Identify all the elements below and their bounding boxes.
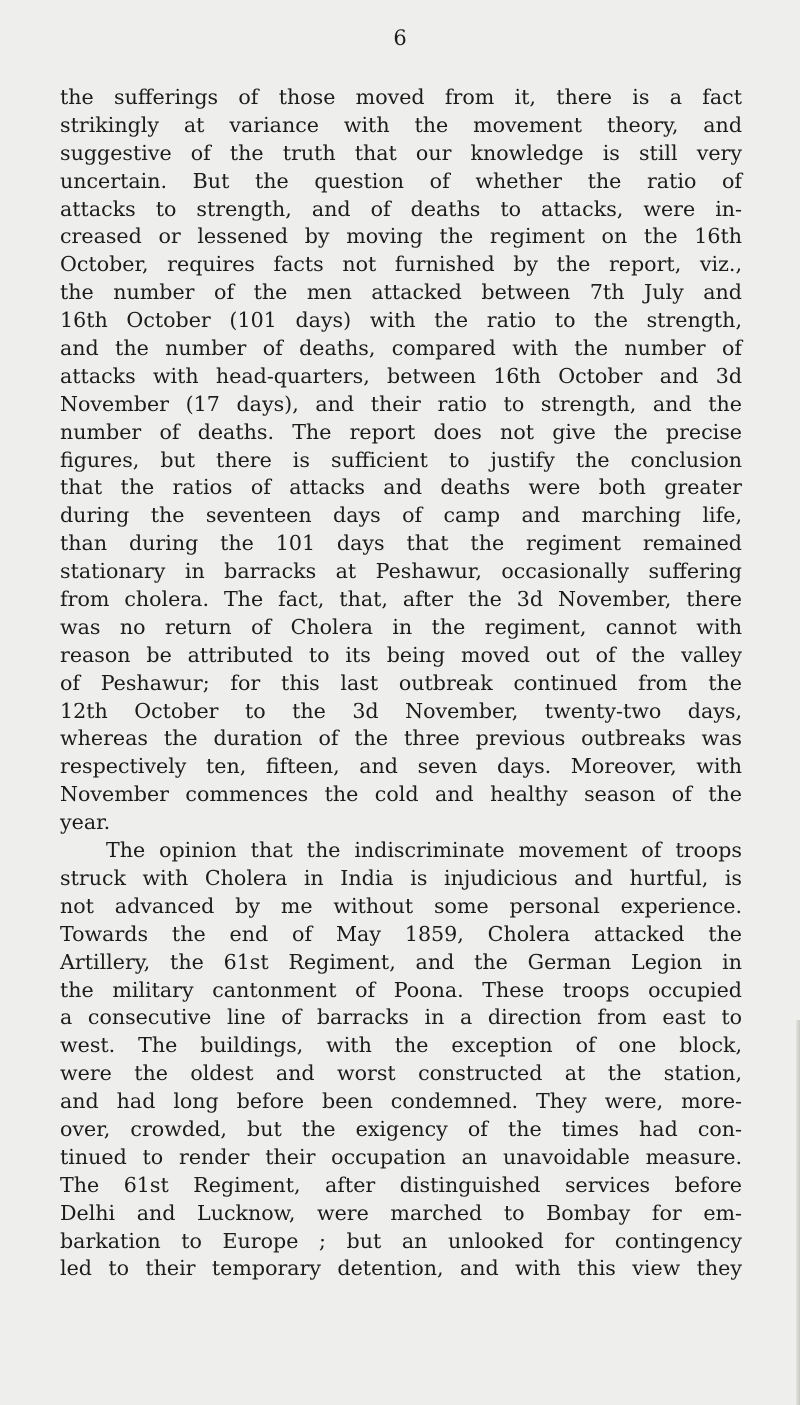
text-line: and had long before been condemned. They were, more- xyxy=(60,1089,742,1114)
text-line: year. xyxy=(60,810,111,835)
text-line: than during the 101 days that the regiment remained xyxy=(60,531,742,556)
text-line: were the oldest and worst constructed at the station, xyxy=(60,1061,742,1086)
text-line: Artillery, the 61st Regiment, and the German Legion in xyxy=(60,949,742,974)
text-line: number of deaths. The report does not give the precise xyxy=(60,419,742,444)
text-line: creased or lessened by moving the regiment on the 16th xyxy=(60,224,742,249)
text-line: from cholera. The fact, that, after the 3d November, there xyxy=(60,587,742,612)
text-line: that the ratios of attacks and deaths were both greater xyxy=(60,475,742,500)
text-line: tinued to render their occupation an unavoidable measure. xyxy=(60,1144,742,1169)
text-line: barkation to Europe ; but an unlooked for contingency xyxy=(60,1228,742,1253)
text-line: west. The buildings, with the exception of one block, xyxy=(60,1033,742,1058)
text-line: the military cantonment of Poona. These troops occupied xyxy=(60,977,742,1002)
text-line: whereas the duration of the three previous outbreaks was xyxy=(60,726,742,751)
text-line: Delhi and Lucknow, were marched to Bombay for em- xyxy=(60,1200,742,1225)
text-line: 12th October to the 3d November, twenty-two days, xyxy=(60,698,742,723)
text-line: The opinion that the indiscriminate movement of troops xyxy=(106,838,742,863)
text-line: strikingly at variance with the movement theory, and xyxy=(60,112,742,137)
page-edge-shadow xyxy=(796,1020,800,1405)
text-line: attacks with head-quarters, between 16th October and 3d xyxy=(60,363,742,388)
text-line: led to their temporary detention, and with this view they xyxy=(60,1256,742,1281)
text-line: respectively ten, fifteen, and seven days. Moreover, with xyxy=(60,754,742,779)
text-line: not advanced by me without some personal experience. xyxy=(60,893,742,918)
text-line: Towards the end of May 1859, Cholera attacked the xyxy=(60,921,742,946)
text-line: stationary in barracks at Peshawur, occasionally suffering xyxy=(60,559,742,584)
text-line: struck with Cholera in India is injudicious and hurtful, is xyxy=(60,865,742,890)
text-line: over, crowded, but the exigency of the times had con- xyxy=(60,1116,742,1141)
paragraph-1 xyxy=(60,84,742,837)
text-line: was no return of Cholera in the regiment, cannot with xyxy=(60,614,742,639)
page-number: 6 xyxy=(393,26,407,50)
text-line: a consecutive line of barracks in a direction from east to xyxy=(60,1005,742,1030)
text-line: suggestive of the truth that our knowledge is still very xyxy=(60,140,742,165)
text-line: October, requires facts not furnished by the report, viz., xyxy=(60,252,742,277)
text-line: reason be attributed to its being moved out of the valley xyxy=(60,642,742,667)
text-line: attacks to strength, and of deaths to attacks, were in- xyxy=(60,196,742,221)
text-line: the number of the men attacked between 7th July and xyxy=(60,280,742,305)
text-line: The 61st Regiment, after distinguished services before xyxy=(60,1172,742,1197)
text-line: figures, but there is sufficient to justify the conclusion xyxy=(60,447,742,472)
text-line: the sufferings of those moved from it, there is a fact xyxy=(60,85,742,109)
text-line: and the number of deaths, compared with the number of xyxy=(60,336,742,361)
text-line: November (17 days), and their ratio to strength, and the xyxy=(60,391,742,416)
text-line: during the seventeen days of camp and marching life, xyxy=(60,503,742,528)
text-line: 16th October (101 days) with the ratio to the strength, xyxy=(60,308,742,333)
text-line: November commences the cold and healthy season of the xyxy=(60,782,742,807)
text-line: uncertain. But the question of whether the ratio of xyxy=(60,168,742,193)
paragraph-2 xyxy=(60,837,742,1283)
body-text xyxy=(60,84,742,1283)
text-line: of Peshawur; for this last outbreak continued from the xyxy=(60,670,742,695)
